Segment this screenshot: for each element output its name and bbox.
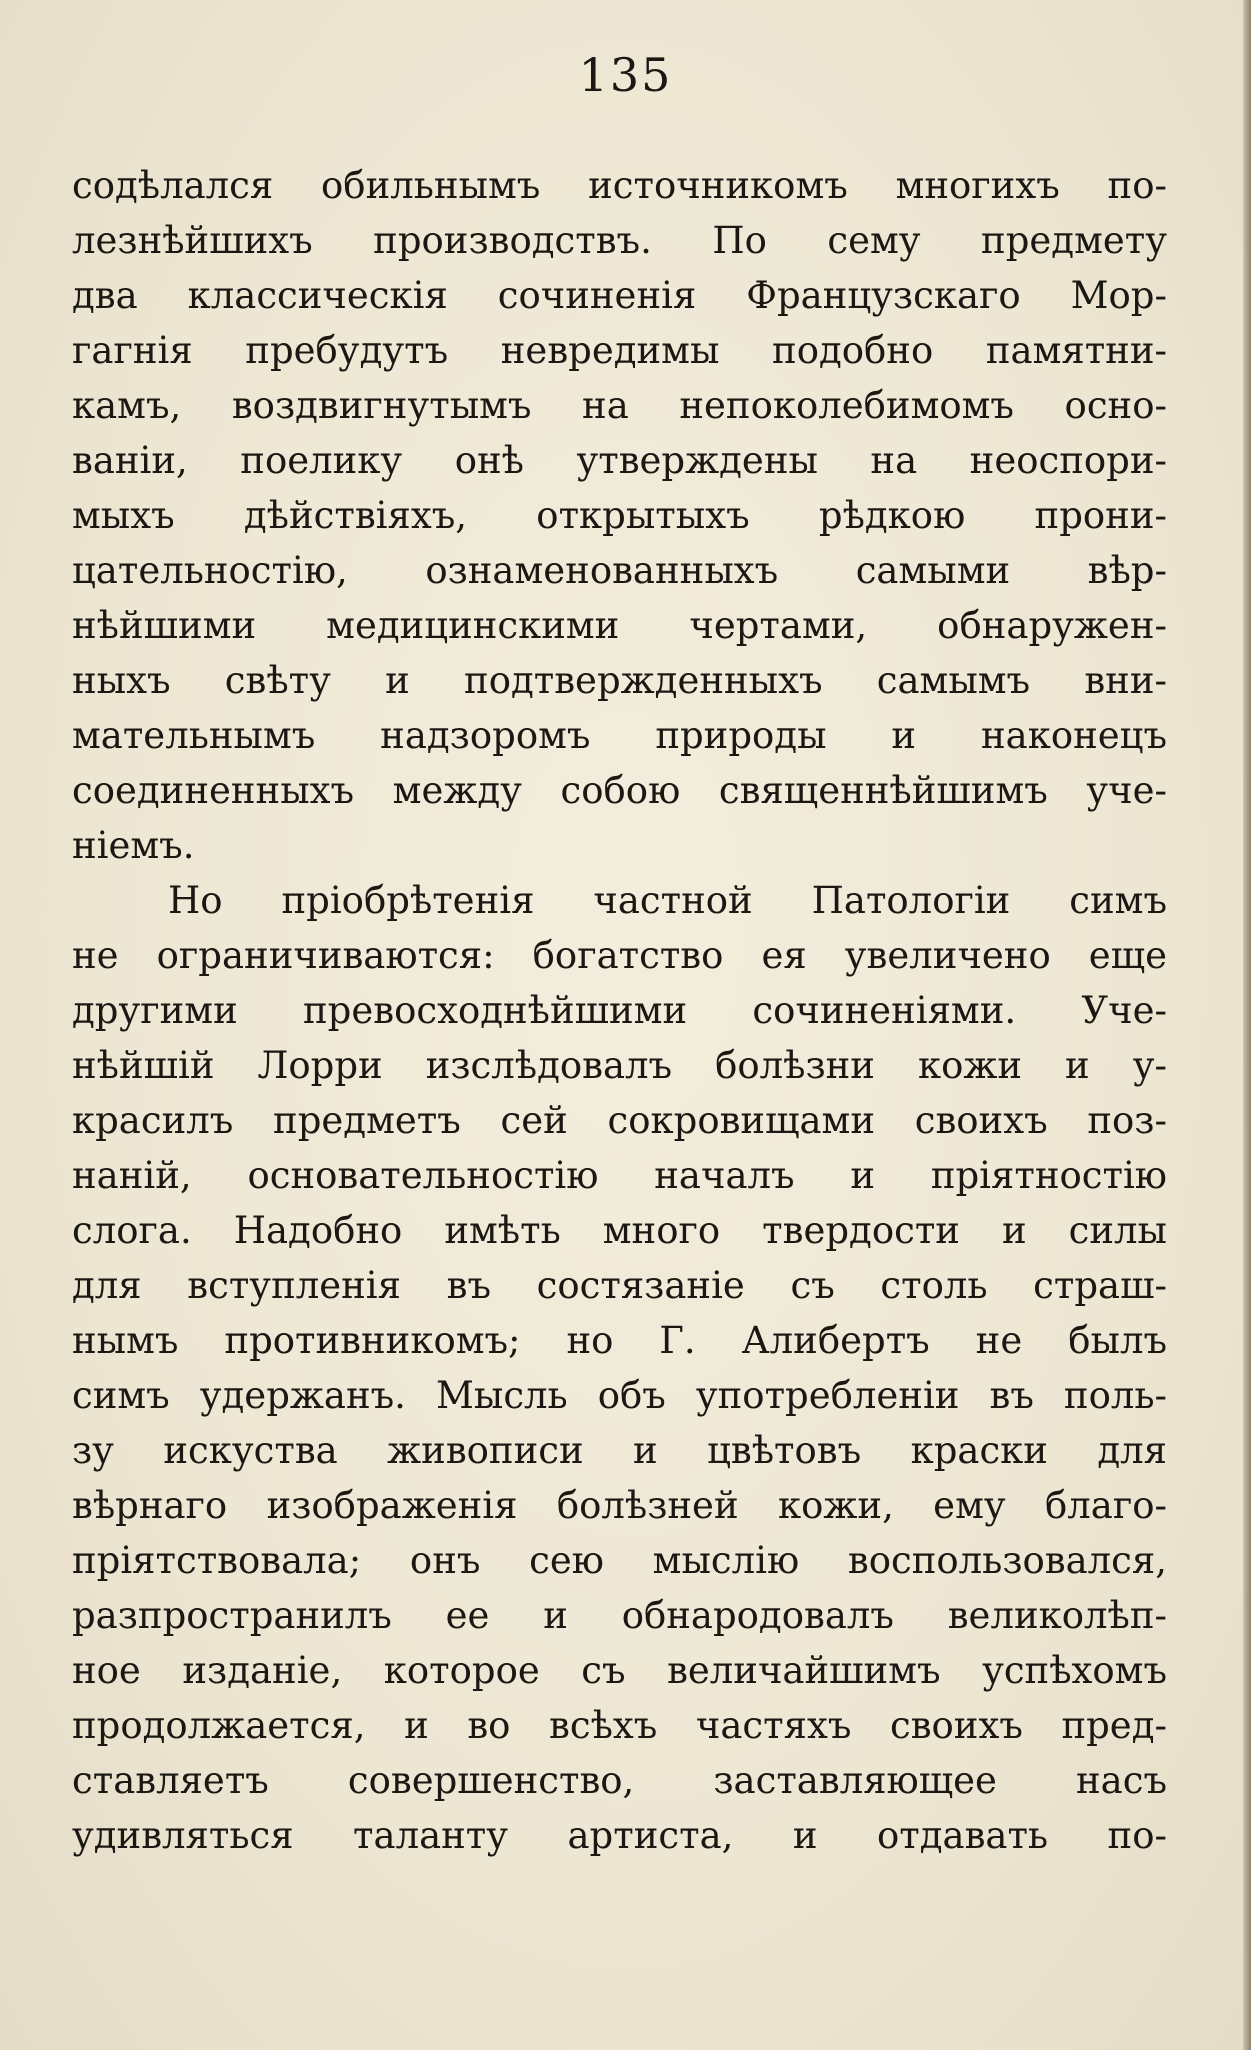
text-line: мательнымъ надзоромъ природы и наконецъ [72,714,1167,757]
text-line: симъ удержанъ. Мысль объ употребленіи въ поль- [72,1374,1167,1417]
text-line: зу искуства живописи и цвѣтовъ краски для [72,1429,1167,1472]
text-line: красилъ предметъ сей сокровищами своихъ поз- [72,1099,1167,1142]
paragraph-1 [72,158,1167,873]
text-line: нѣйшій Лорри изслѣдовалъ болѣзни кожи и у- [72,1044,1167,1087]
text-line: нѣйшими медицинскими чертами, обнаружен- [72,604,1167,647]
text-line: для вступленія въ состязаніе съ столь страш- [72,1264,1167,1307]
text-line: два классическія сочиненія Французскаго Мор- [72,274,1167,317]
paragraph-2 [72,873,1167,1863]
text-line: ное изданіе, которое съ величайшимъ успѣхомъ [72,1649,1167,1692]
text-line: ніемъ. [72,824,195,867]
text-line: гагнія пребудутъ невредимы подобно памятни- [72,329,1167,372]
page-edge-shadow [1243,0,1251,2050]
text-line: слога. Надобно имѣть много твердости и силы [72,1209,1167,1252]
text-line: мыхъ дѣйствіяхъ, открытыхъ рѣдкою прони- [72,494,1167,537]
text-line: камъ, воздвигнутымъ на непоколебимомъ осно- [72,384,1167,427]
text-line: пріятствовала; онъ сею мыслію воспользовался, [72,1539,1167,1582]
page-text [72,158,1167,1863]
text-line: разпространилъ ее и обнародовалъ великолѣп- [72,1594,1167,1637]
text-line: не ограничиваются: богатство ея увеличено еще [72,934,1167,977]
text-line: лезнѣйшихъ производствъ. По сему предмету [72,219,1167,262]
text-line: нымъ противникомъ; но Г. Алибертъ не былъ [72,1319,1167,1362]
text-line: ныхъ свѣту и подтвержденныхъ самымъ вни- [72,659,1167,702]
text-line: ставляетъ совершенство, заставляющее насъ [72,1759,1167,1802]
text-line: Но пріобрѣтенія частной Патологіи симъ [168,879,1167,922]
text-line: ваніи, поелику онѣ утверждены на неоспори- [72,439,1167,482]
page-number: 135 [578,48,673,102]
text-line: продолжается, и во всѣхъ частяхъ своихъ пред- [72,1704,1167,1747]
text-line: вѣрнаго изображенія болѣзней кожи, ему благо- [72,1484,1167,1527]
text-line: наній, основательностію началъ и пріятностію [72,1154,1167,1197]
text-line: цательностію, ознаменованныхъ самыми вѣр- [72,549,1167,592]
text-line: другими превосходнѣйшими сочиненіями. Уче- [72,989,1167,1032]
text-line: соединенныхъ между собою священнѣйшимъ уче- [72,769,1167,812]
text-line: содѣлался обильнымъ источникомъ многихъ по- [72,164,1167,207]
text-line: удивляться таланту артиста, и отдавать по- [72,1814,1167,1857]
